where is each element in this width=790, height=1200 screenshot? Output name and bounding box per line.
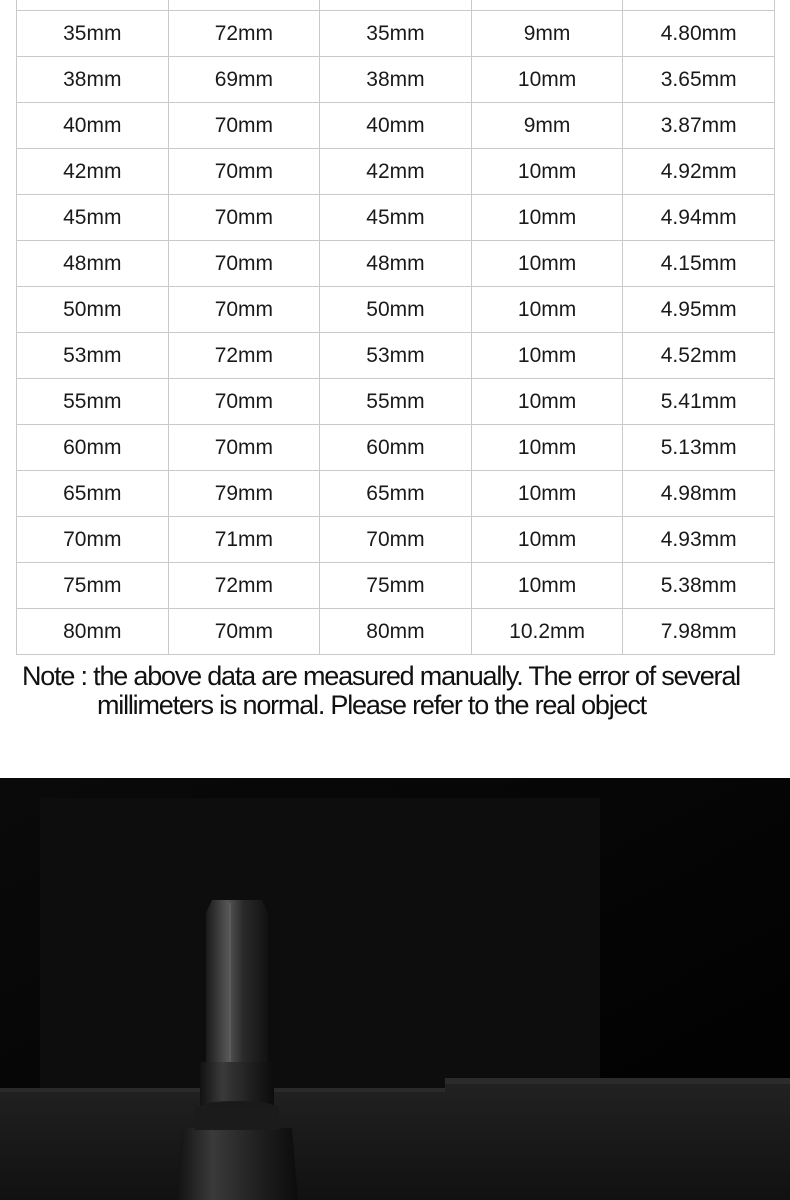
table-cell: 40mm [17, 103, 169, 149]
table-cell: 48mm [320, 241, 472, 287]
table-row [17, 241, 775, 287]
table-cell: 70mm [168, 195, 320, 241]
table-cell: 9mm [471, 103, 623, 149]
table-cell: 3.87mm [623, 103, 775, 149]
table-cell: 55mm [17, 379, 169, 425]
table-cell: 10mm [471, 333, 623, 379]
table-cell: 35mm [320, 11, 472, 57]
table-cell: 40mm [320, 103, 472, 149]
table-cell: 10mm [471, 563, 623, 609]
table-cell: 60mm [17, 425, 169, 471]
spec-table-wrapper [16, 0, 775, 655]
table-cell: 69mm [168, 57, 320, 103]
table-cell: 70mm [168, 287, 320, 333]
table-cell: 53mm [320, 333, 472, 379]
table-row [17, 517, 775, 563]
table-cell: 7.98mm [623, 609, 775, 655]
table-cell: 75mm [17, 563, 169, 609]
stub-cell [471, 0, 623, 11]
table-cell: 4.52mm [623, 333, 775, 379]
table-cell: 10mm [471, 57, 623, 103]
table-cell: 9mm [471, 11, 623, 57]
table-cell: 42mm [320, 149, 472, 195]
table-cell: 35mm [17, 11, 169, 57]
table-cell: 70mm [320, 517, 472, 563]
table-cell: 10mm [471, 379, 623, 425]
table-row [17, 471, 775, 517]
stub-cell [168, 0, 320, 11]
table-row [17, 57, 775, 103]
table-cell: 10mm [471, 471, 623, 517]
table-cell: 50mm [17, 287, 169, 333]
size-spec-table [16, 0, 775, 655]
table-cell: 50mm [320, 287, 472, 333]
table-cell: 5.13mm [623, 425, 775, 471]
work-surface [0, 1078, 790, 1200]
table-cell: 4.93mm [623, 517, 775, 563]
table-cell: 10mm [471, 517, 623, 563]
table-cell: 70mm [168, 425, 320, 471]
hole-saw-drill-bit-image [0, 778, 790, 1200]
stub-cell [623, 0, 775, 11]
table-row [17, 425, 775, 471]
table-cell: 5.38mm [623, 563, 775, 609]
table-cell: 10mm [471, 287, 623, 333]
table-row [17, 195, 775, 241]
table-cell: 10mm [471, 425, 623, 471]
table-cell: 48mm [17, 241, 169, 287]
table-row [17, 149, 775, 195]
table-cell: 10.2mm [471, 609, 623, 655]
measurement-note [0, 662, 790, 720]
table-cell: 70mm [168, 379, 320, 425]
stub-cell [320, 0, 472, 11]
table-cell: 70mm [168, 149, 320, 195]
table-cell: 38mm [17, 57, 169, 103]
table-cell: 4.92mm [623, 149, 775, 195]
table-cell: 10mm [471, 149, 623, 195]
table-cell: 45mm [320, 195, 472, 241]
table-row [17, 379, 775, 425]
table-cell: 55mm [320, 379, 472, 425]
mandrel-base [176, 1128, 298, 1200]
table-cell: 80mm [17, 609, 169, 655]
table-row [17, 609, 775, 655]
note-line-1: Note : the above data are measured manually. The error of several [22, 661, 740, 691]
table-row [17, 333, 775, 379]
table-cell: 3.65mm [623, 57, 775, 103]
table-row [17, 103, 775, 149]
stub-cell [17, 0, 169, 11]
table-cell: 72mm [168, 333, 320, 379]
table-cell: 10mm [471, 195, 623, 241]
table-cell: 75mm [320, 563, 472, 609]
table-cell: 53mm [17, 333, 169, 379]
table-cell: 72mm [168, 563, 320, 609]
table-cell: 71mm [168, 517, 320, 563]
table-cell: 38mm [320, 57, 472, 103]
hex-shaft [206, 900, 268, 1068]
table-cell: 70mm [17, 517, 169, 563]
table-cell: 5.41mm [623, 379, 775, 425]
table-cell: 60mm [320, 425, 472, 471]
table-cell: 4.80mm [623, 11, 775, 57]
table-row [17, 563, 775, 609]
note-line-2: millimeters is normal. Please refer to the real object [97, 690, 646, 720]
table-cell: 65mm [320, 471, 472, 517]
shaft-collar [200, 1062, 274, 1106]
table-cell: 42mm [17, 149, 169, 195]
table-cell: 72mm [168, 11, 320, 57]
table-top-stub-row [17, 0, 775, 11]
table-cell: 45mm [17, 195, 169, 241]
table-row [17, 287, 775, 333]
table-cell: 79mm [168, 471, 320, 517]
table-cell: 4.94mm [623, 195, 775, 241]
table-cell: 4.95mm [623, 287, 775, 333]
table-cell: 80mm [320, 609, 472, 655]
table-cell: 4.15mm [623, 241, 775, 287]
table-cell: 4.98mm [623, 471, 775, 517]
spec-table-body [17, 0, 775, 655]
table-row [17, 11, 775, 57]
table-cell: 70mm [168, 241, 320, 287]
table-cell: 65mm [17, 471, 169, 517]
product-photo [0, 778, 790, 1200]
table-cell: 10mm [471, 241, 623, 287]
table-cell: 70mm [168, 609, 320, 655]
table-cell: 70mm [168, 103, 320, 149]
